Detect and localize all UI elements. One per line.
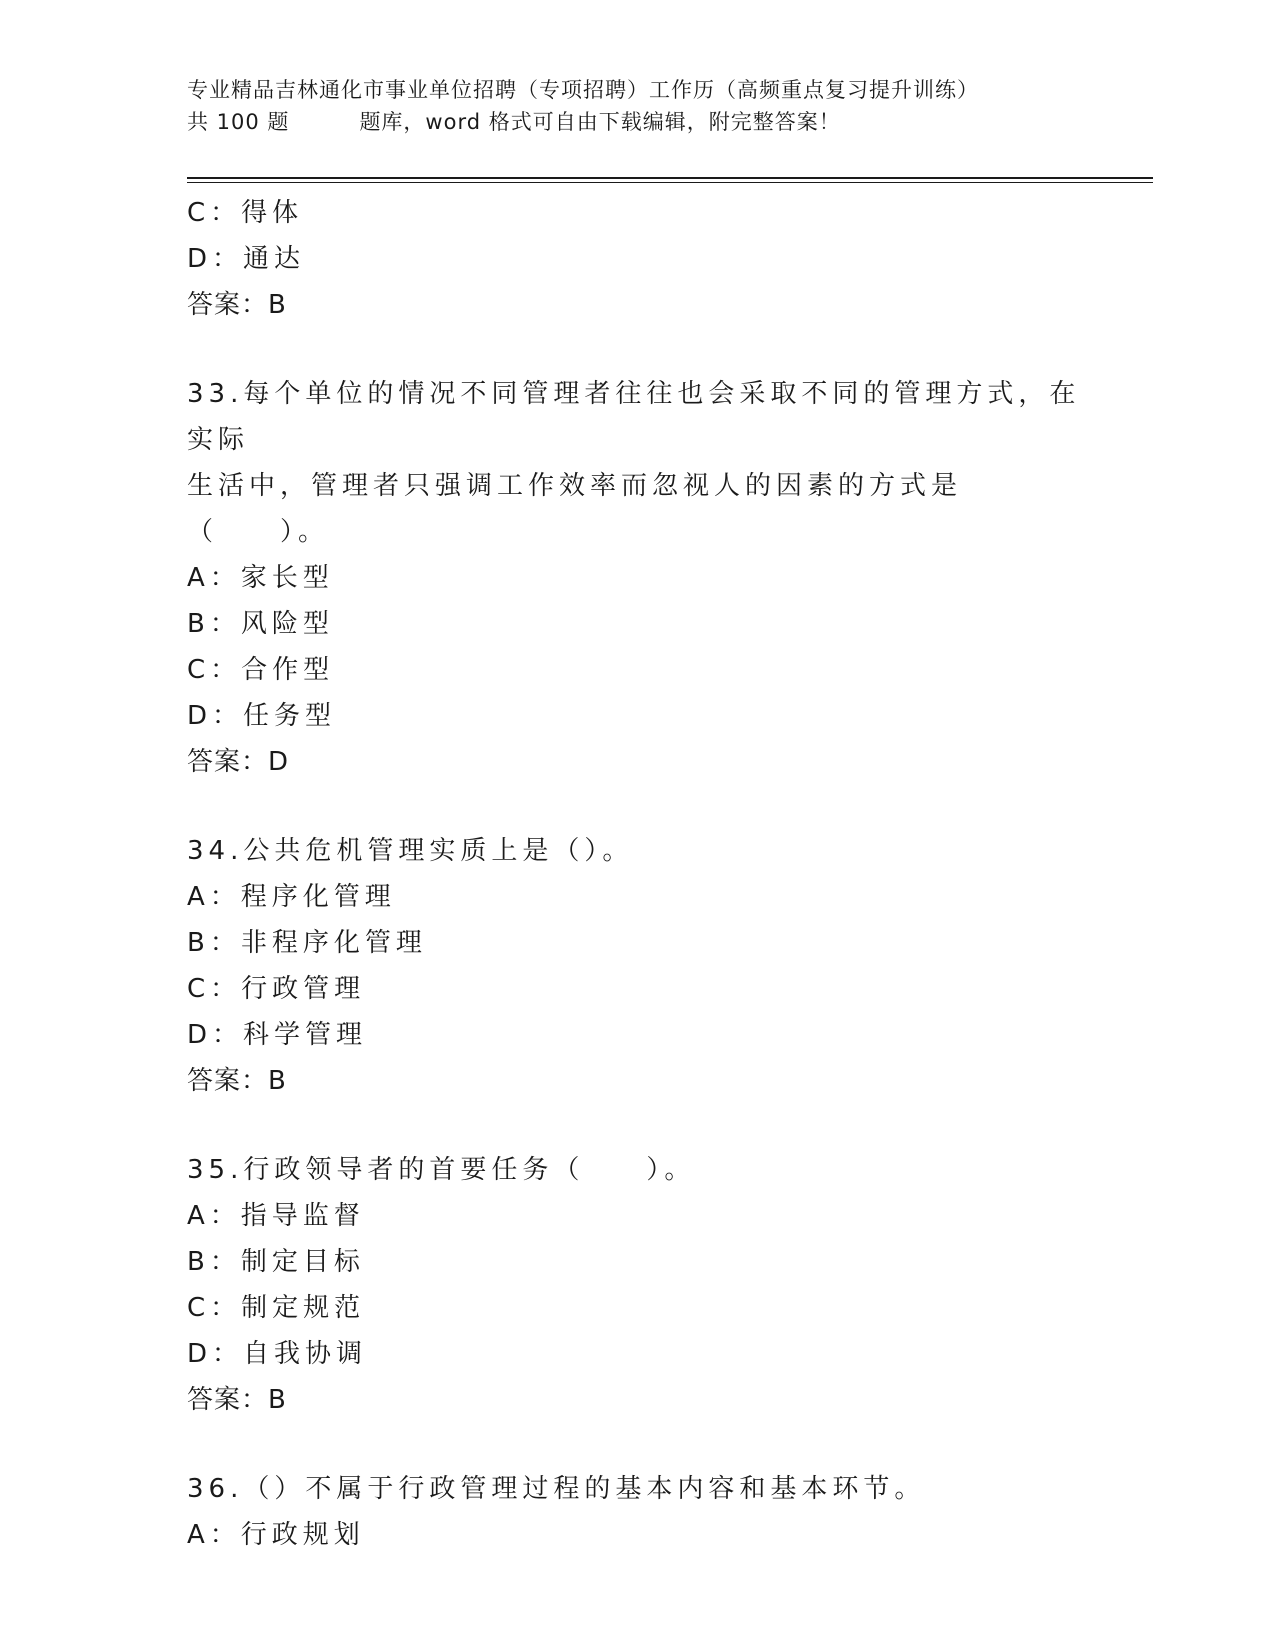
question-stem: 36.（）不属于行政管理过程的基本内容和基本环节。 — [187, 1474, 926, 1504]
option-c: C：行政管理 — [187, 974, 366, 1004]
document-header — [187, 74, 1107, 138]
option-d: D：通达 — [187, 244, 306, 274]
option-c: C：合作型 — [187, 655, 335, 685]
question-33 — [187, 371, 1087, 785]
option-a: A：指导监督 — [187, 1201, 365, 1231]
option-a: A：程序化管理 — [187, 882, 396, 912]
header-question-count: 共 100 题 — [187, 110, 290, 134]
option-a: A：家长型 — [187, 563, 334, 593]
header-description: 题库，word 格式可自由下载编辑，附完整答案！ — [359, 110, 841, 134]
answer-line: 答案：D — [187, 747, 290, 777]
answer-line: 答案：B — [187, 1066, 287, 1096]
option-c: C：制定规范 — [187, 1293, 366, 1323]
question-content — [187, 190, 1087, 1558]
prev-question-block — [187, 190, 1087, 328]
answer-line: 答案：B — [187, 1385, 287, 1415]
header-divider-thin — [187, 182, 1153, 183]
question-stem: 35.行政领导者的首要任务（ ）。 — [187, 1155, 696, 1185]
header-title-line: 专业精品吉林通化市事业单位招聘（专项招聘）工作历（高频重点复习提升训练） — [187, 78, 979, 102]
option-c: C：得体 — [187, 198, 304, 228]
question-stem: 34.公共危机管理实质上是（）。 — [187, 836, 634, 866]
header-subtitle-line — [187, 106, 1107, 138]
answer-line: 答案：B — [187, 290, 287, 320]
question-36 — [187, 1466, 1087, 1558]
option-d: D：自我协调 — [187, 1339, 368, 1369]
header-divider-thick — [187, 177, 1153, 179]
option-d: D：任务型 — [187, 701, 337, 731]
question-stem-continued: 生活中，管理者只强调工作效率而忽视人的因素的方式是（ ）。 — [187, 471, 963, 547]
option-d: D：科学管理 — [187, 1020, 368, 1050]
question-35 — [187, 1147, 1087, 1423]
question-stem: 33.每个单位的情况不同管理者往往也会采取不同的管理方式，在实际 — [187, 379, 1081, 455]
question-34 — [187, 828, 1087, 1104]
option-b: B：制定目标 — [187, 1247, 365, 1277]
option-b: B：非程序化管理 — [187, 928, 427, 958]
option-a: A：行政规划 — [187, 1520, 365, 1550]
option-b: B：风险型 — [187, 609, 334, 639]
